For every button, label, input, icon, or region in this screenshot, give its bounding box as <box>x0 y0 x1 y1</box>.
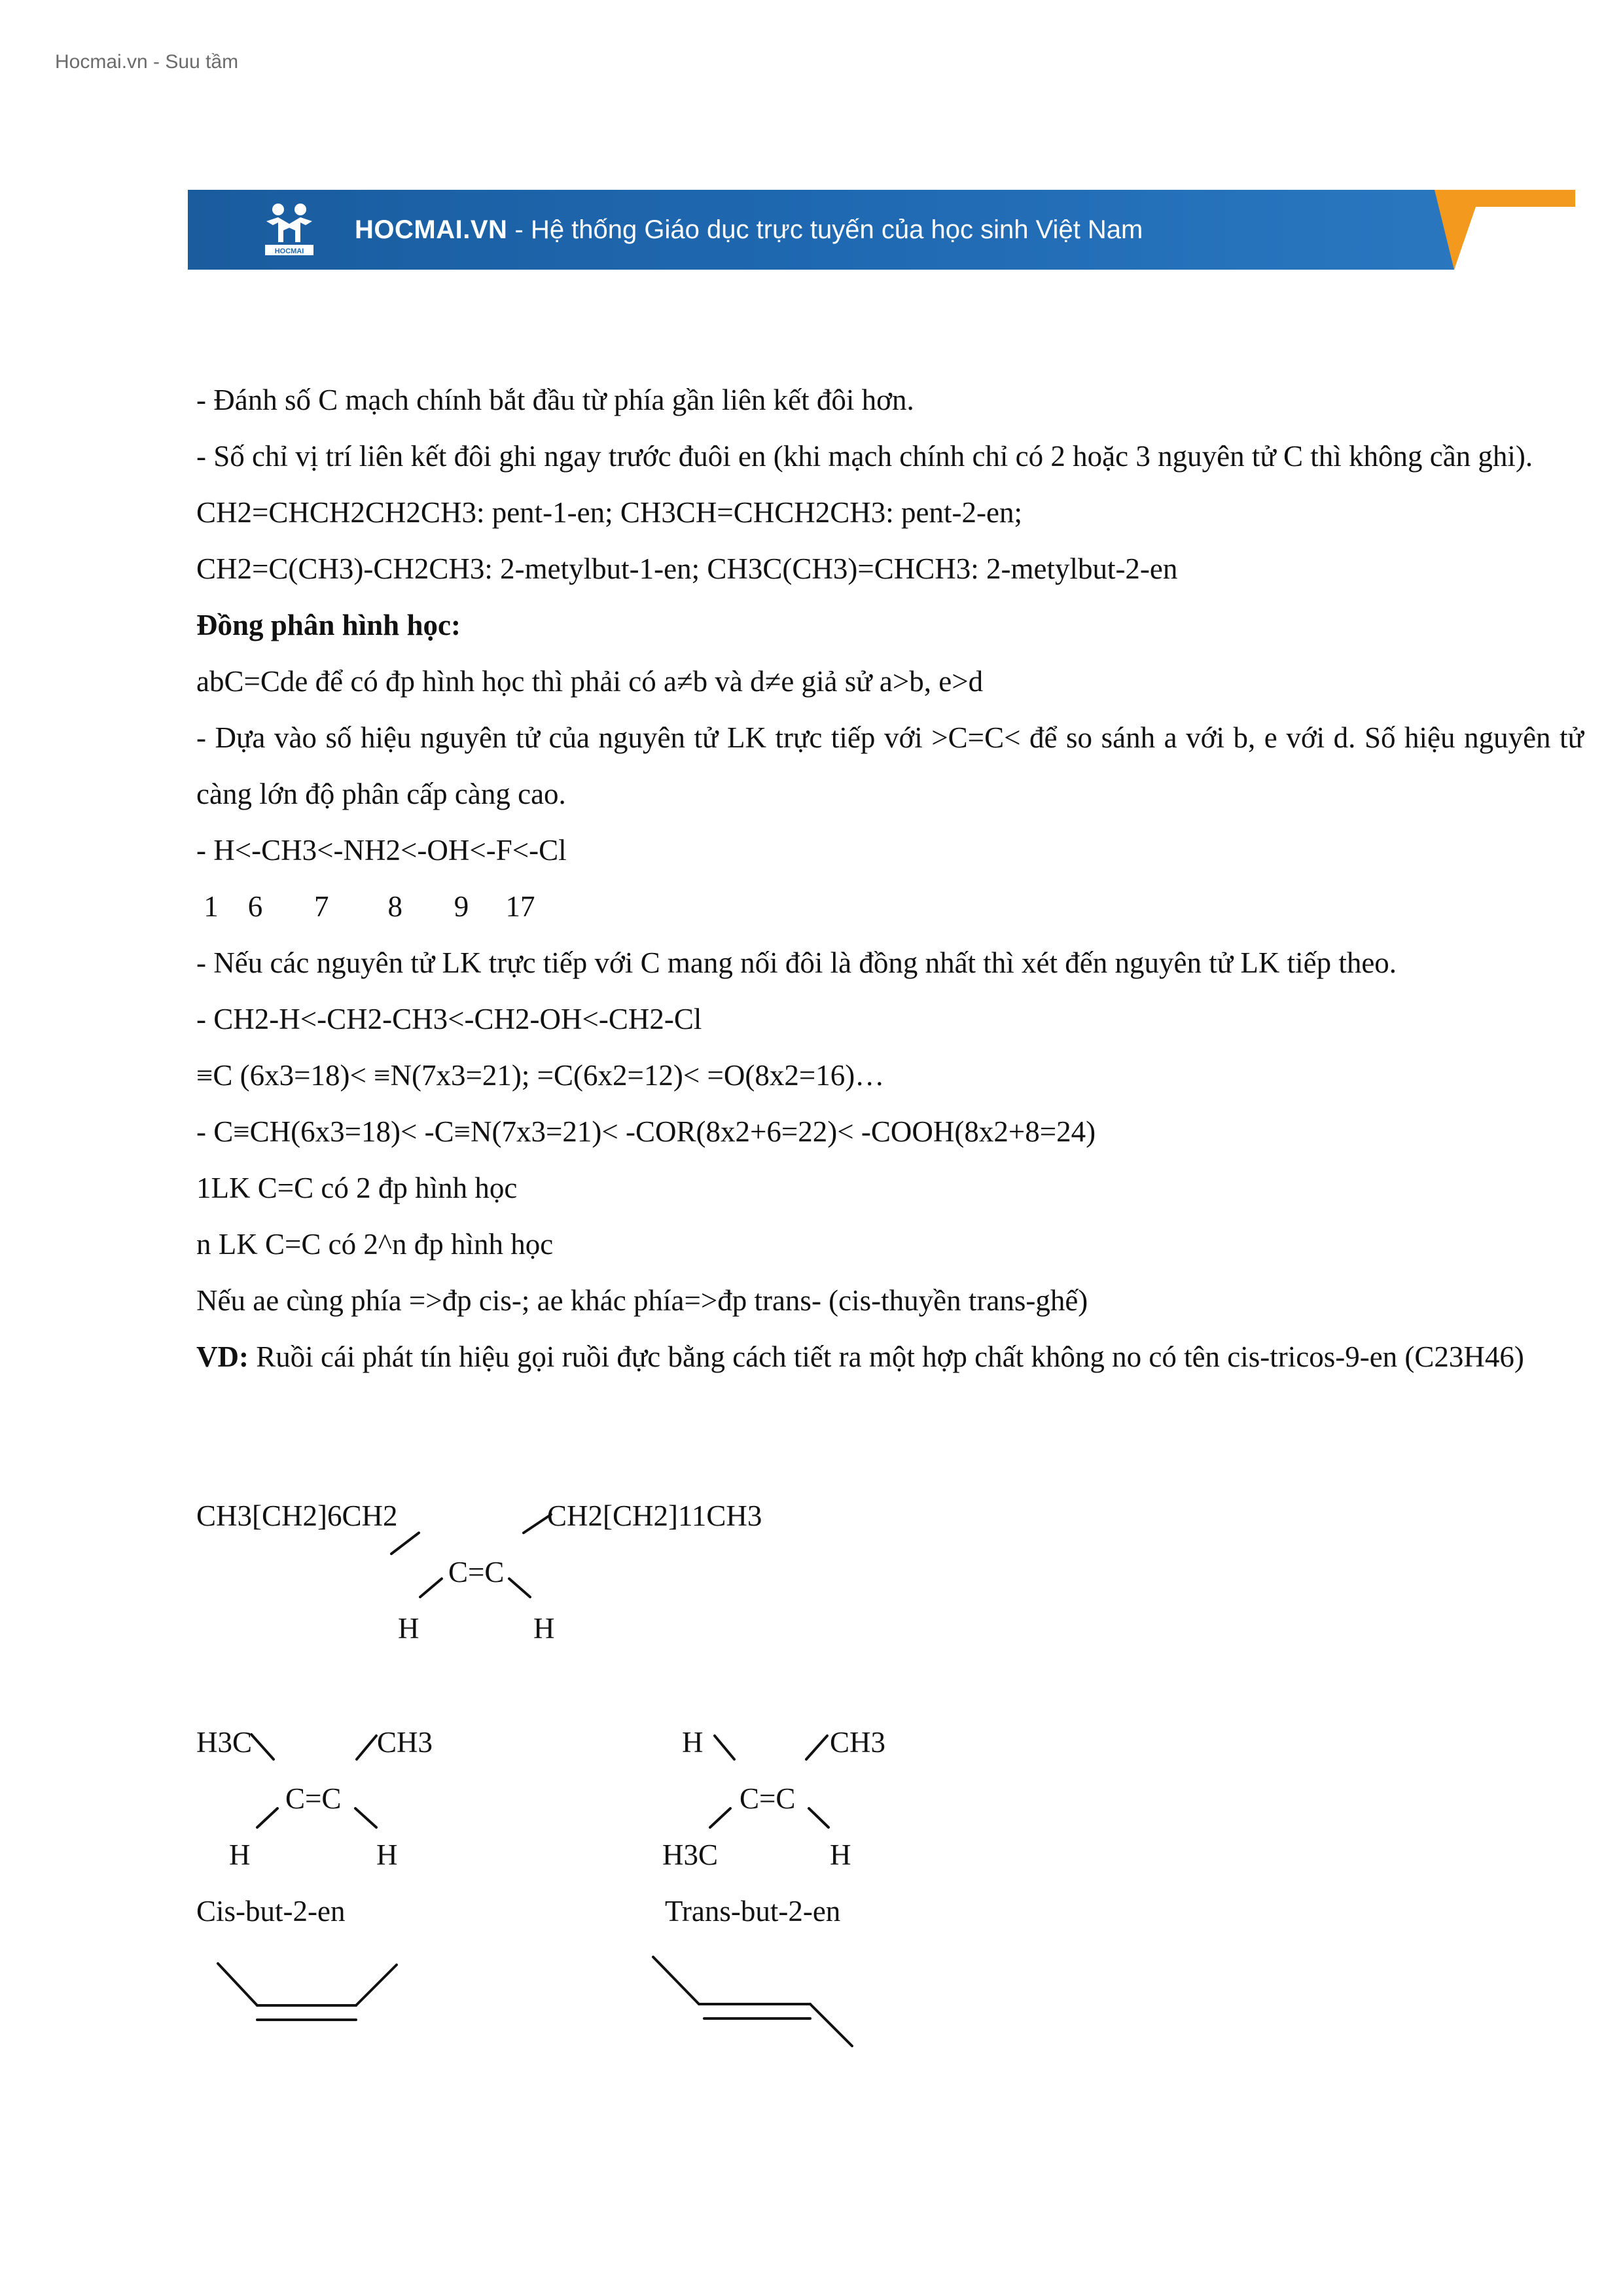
logo-caption: HOCMAI <box>274 247 304 255</box>
text-line: abC=Cde để có đp hình học thì phải có a≠b và d≠e giả sử a>b, e>d <box>196 665 984 698</box>
cis-top-right: CH3 <box>377 1726 433 1759</box>
cis-caption: Cis-but-2-en <box>196 1895 346 1928</box>
trans-double-bond: C=C <box>740 1782 796 1815</box>
text-line: CH2=C(CH3)-CH2CH3: 2-metylbut-1-en; CH3C(CH3)=CHCH3: 2-metylbut-2-en <box>196 552 1178 585</box>
text-line: - Nếu các nguyên tử LK trực tiếp với C mang nối đôi là đồng nhất thì xét đến nguyên tử LK tiếp theo. <box>196 946 1397 979</box>
skeletal-bond <box>218 1964 257 2005</box>
text-line: 1LK C=C có 2 đp hình học <box>196 1172 518 1204</box>
banner-brand: HOCMAI.VN <box>355 215 508 244</box>
text-line: CH2=CHCH2CH2CH3: pent-1-en; CH3CH=CHCH2CH3: pent-2-en; <box>196 496 1022 529</box>
cis-top-left: H3C <box>196 1726 253 1759</box>
trans-caption: Trans-but-2-en <box>665 1895 841 1928</box>
bond-line <box>809 1808 829 1827</box>
skeletal-bond <box>653 1957 699 2004</box>
tricosene-double-bond: C=C <box>448 1556 505 1588</box>
text-line: ≡C (6x3=18)< ≡N(7x3=21); =C(6x2=12)< =O(8x2=16)… <box>196 1059 885 1092</box>
bond-line <box>357 1736 376 1759</box>
bond-line <box>355 1808 376 1827</box>
text-line: - Đánh số C mạch chính bắt đầu từ phía gần liên kết đôi hơn. <box>196 384 914 416</box>
trans-bottom-left: H3C <box>662 1839 719 1871</box>
bond-line <box>391 1533 419 1554</box>
text-line: - Dựa vào số hiệu nguyên tử của nguyên tử LK trực tiếp với >C=C< để so sánh a với b, e với d. Số hiệu nguyên tử càng lớn độ phân cấp càng cao. <box>196 721 1584 810</box>
bond-line <box>509 1579 530 1597</box>
trans-bottom-right: H <box>830 1839 851 1871</box>
trans-top-left: H <box>682 1726 704 1759</box>
tricosene-right-group: CH2[CH2]11CH3 <box>547 1499 762 1532</box>
skeletal-bond <box>810 2004 852 2046</box>
skeletal-bond <box>356 1965 397 2005</box>
section-heading: Đồng phân hình học: <box>196 609 461 641</box>
cis-double-bond: C=C <box>285 1782 342 1815</box>
text-line: - Số chỉ vị trí liên kết đôi ghi ngay trước đuôi en (khi mạch chính chỉ có 2 hoặc 3 nguyên tử C thì không cần ghi). <box>196 440 1533 473</box>
cis-bottom-right: H <box>376 1839 398 1871</box>
text-line: n LK C=C có 2^n đp hình học <box>196 1228 554 1261</box>
bond-line <box>715 1736 734 1759</box>
atomic-numbers-line: 1 6 7 8 9 17 <box>196 890 535 923</box>
bond-line <box>257 1808 277 1827</box>
bond-line <box>710 1808 730 1827</box>
bond-line <box>524 1515 551 1533</box>
source-note: Hocmai.vn - Suu tầm <box>55 51 239 73</box>
tricosene-h-left: H <box>398 1612 419 1645</box>
bond-line <box>806 1736 827 1759</box>
example-label: VD: <box>196 1340 249 1373</box>
text-line: - CH2-H<-CH2-CH3<-CH2-OH<-CH2-Cl <box>196 1003 702 1035</box>
tricosene-left-group: CH3[CH2]6CH2 <box>196 1499 398 1532</box>
tricosene-h-right: H <box>533 1612 555 1645</box>
trans-top-right: CH3 <box>830 1726 886 1759</box>
text-line: Nếu ae cùng phía =>đp cis-; ae khác phía=>đp trans- (cis-thuyền trans-ghế) <box>196 1284 1088 1317</box>
text-line: - H<-CH3<-NH2<-OH<-F<-Cl <box>196 834 567 867</box>
text-line: - C≡CH(6x3=18)< -C≡N(7x3=21)< -COR(8x2+6=22)< -COOH(8x2+8=24) <box>196 1115 1096 1148</box>
bond-line <box>251 1734 274 1759</box>
example-text: Ruồi cái phát tín hiệu gọi ruồi đực bằng cách tiết ra một hợp chất không no có tên cis-tricos-9-en (C23H46) <box>248 1340 1524 1373</box>
banner-tagline: - Hệ thống Giáo dục trực tuyến của học sinh Việt Nam <box>507 215 1143 244</box>
cis-bottom-left: H <box>229 1839 251 1871</box>
bond-line <box>420 1579 442 1597</box>
